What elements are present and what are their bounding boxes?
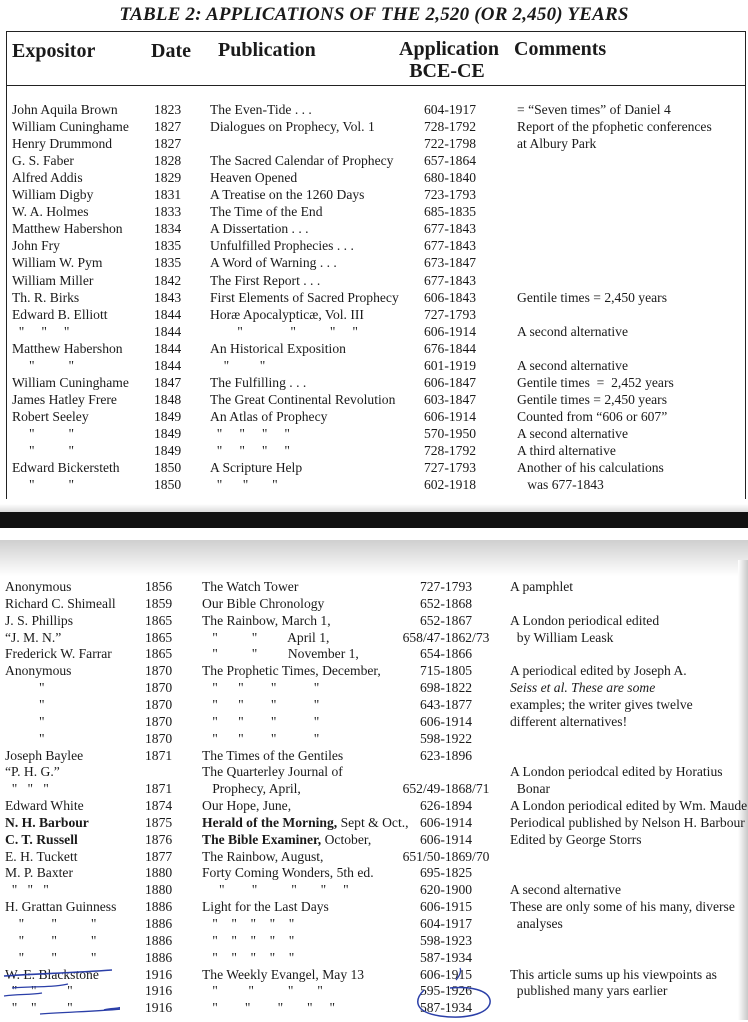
header-publication: Publication bbox=[218, 39, 316, 61]
publication-cell: The Sacred Calendar of Prophecy bbox=[210, 153, 394, 169]
date-cell: 1843 bbox=[154, 289, 182, 305]
application-cell: 728-1792 bbox=[423, 119, 477, 135]
expositor-cell: Edward White bbox=[5, 798, 84, 814]
date-cell: 1831 bbox=[154, 187, 182, 203]
publication-cell: A Word of Warning . . . bbox=[210, 255, 337, 271]
application-cell: 723-1793 bbox=[423, 187, 477, 203]
expositor-cell: Matthew Habershon bbox=[12, 221, 123, 237]
table-row bbox=[0, 425, 748, 442]
expositor-cell: W. E. Blackstone bbox=[5, 966, 99, 982]
publication-cell: " " " " " bbox=[202, 882, 349, 898]
table-row bbox=[0, 797, 748, 814]
publication-cell: An Atlas of Prophecy bbox=[210, 408, 328, 424]
publication-cell: First Elements of Sacred Prophecy bbox=[210, 289, 399, 305]
application-cell: 652/49-1868/71 bbox=[402, 781, 490, 797]
table-row bbox=[0, 881, 748, 898]
publication-cell: The Even-Tide . . . bbox=[210, 102, 312, 117]
expositor-cell: " " " bbox=[5, 983, 73, 999]
date-cell: 1827 bbox=[154, 136, 182, 152]
date-cell: 1886 bbox=[145, 932, 173, 948]
table-row bbox=[0, 679, 748, 696]
date-cell: 1829 bbox=[154, 170, 182, 186]
header-date: Date bbox=[151, 40, 191, 62]
publication-cell: " " " " " bbox=[202, 949, 295, 965]
table-title: TABLE 2: APPLICATIONS OF THE 2,520 (OR 2,450) YEARS bbox=[119, 4, 629, 25]
application-cell: 602-1918 bbox=[423, 477, 477, 493]
table-row bbox=[0, 932, 748, 949]
application-cell: 677-1843 bbox=[423, 238, 477, 254]
expositor-cell: " " bbox=[12, 443, 75, 458]
publication-cell: The Rainbow, March 1, bbox=[202, 612, 331, 628]
expositor-cell: G. S. Faber bbox=[12, 153, 74, 169]
table-row bbox=[0, 898, 748, 915]
date-cell: 1827 bbox=[154, 119, 182, 135]
publication-cell: Horæ Apocalypticæ, Vol. III bbox=[210, 306, 364, 322]
header-rule bbox=[6, 85, 746, 86]
publication-cell: Prophecy, April, bbox=[202, 781, 301, 797]
application-cell: 657-1864 bbox=[423, 153, 477, 169]
application-cell: 727-1793 bbox=[423, 460, 477, 476]
comments-cell: Gentile times = 2,450 years bbox=[517, 391, 667, 407]
header-comments: Comments bbox=[514, 38, 607, 60]
publication-cell: The Prophetic Times, December, bbox=[202, 663, 381, 679]
table-row bbox=[0, 629, 748, 646]
date-cell: 1828 bbox=[154, 153, 182, 169]
publication-cell: An Historical Exposition bbox=[210, 340, 346, 356]
table-row bbox=[0, 949, 748, 966]
page-divider-bar bbox=[0, 512, 748, 528]
publication-cell: A Dissertation . . . bbox=[210, 221, 309, 237]
table-row bbox=[0, 391, 748, 408]
publication-cell: A Scripture Help bbox=[210, 460, 303, 476]
publication-cell: " " bbox=[210, 357, 266, 373]
table-row bbox=[0, 747, 748, 764]
date-cell: 1850 bbox=[154, 477, 182, 493]
expositor-cell: Alfred Addis bbox=[12, 170, 83, 186]
table-row bbox=[0, 612, 748, 629]
date-cell: 1865 bbox=[145, 646, 173, 662]
date-cell: 1870 bbox=[145, 713, 173, 729]
date-cell: 1865 bbox=[145, 612, 173, 628]
application-cell: 606-1914 bbox=[419, 814, 473, 830]
table-row bbox=[0, 118, 748, 135]
publication-cell bbox=[202, 831, 371, 848]
publication-cell bbox=[202, 814, 409, 831]
publication-cell: Unfulfilled Prophecies . . . bbox=[210, 238, 354, 254]
comments-cell: A pamphlet bbox=[510, 579, 574, 594]
expositor-cell: " " " bbox=[5, 916, 97, 931]
date-cell: 1877 bbox=[145, 848, 173, 864]
publication-cell: " " " " " bbox=[202, 932, 295, 948]
application-cell: 598-1922 bbox=[419, 730, 473, 746]
date-cell: 1870 bbox=[145, 680, 173, 696]
application-cell: 685-1835 bbox=[423, 204, 477, 220]
publication-cell: " " April 1, bbox=[202, 629, 330, 645]
table-row bbox=[0, 340, 748, 357]
date-cell: 1859 bbox=[145, 595, 173, 611]
date-cell: 1886 bbox=[145, 899, 173, 915]
application-cell: 680-1840 bbox=[423, 170, 477, 186]
application-cell: 695-1825 bbox=[419, 865, 473, 881]
expositor-cell: C. T. Russell bbox=[5, 831, 78, 847]
table-row bbox=[0, 645, 748, 662]
expositor-cell: " bbox=[5, 696, 45, 712]
comments-cell: different alternatives! bbox=[510, 713, 628, 729]
date-cell: 1880 bbox=[145, 882, 173, 898]
expositor-cell: " " " bbox=[5, 949, 97, 965]
table-row bbox=[0, 135, 748, 152]
application-cell: 606-1847 bbox=[423, 374, 477, 390]
application-cell: 652-1867 bbox=[419, 612, 473, 628]
comments-cell: A London periodcal edited by Horatius bbox=[510, 764, 723, 780]
header-application-line2: BCE-CE bbox=[409, 60, 485, 82]
expositor-cell: " bbox=[5, 680, 45, 696]
application-cell: 728-1792 bbox=[423, 443, 477, 458]
date-cell: 1833 bbox=[154, 204, 182, 220]
comments-cell: Counted from “606 or 607” bbox=[517, 408, 668, 424]
application-cell: 654-1866 bbox=[419, 646, 473, 662]
publication-cell: " " " " bbox=[202, 680, 320, 696]
expositor-cell: William W. Pym bbox=[12, 255, 103, 271]
date-cell: 1847 bbox=[154, 374, 182, 390]
application-cell: 677-1843 bbox=[423, 272, 477, 288]
date-cell: 1835 bbox=[154, 238, 182, 254]
date-cell: 1871 bbox=[145, 781, 173, 797]
application-cell: 606-1843 bbox=[423, 289, 477, 305]
application-cell: 658/47-1862/73 bbox=[402, 629, 490, 645]
comments-cell: at Albury Park bbox=[517, 136, 597, 152]
expositor-cell: M. P. Baxter bbox=[5, 865, 73, 881]
expositor-cell: James Hatley Frere bbox=[12, 391, 117, 407]
application-cell: 715-1805 bbox=[419, 663, 473, 679]
table-row bbox=[0, 966, 748, 983]
header-application bbox=[399, 38, 500, 82]
date-cell: 1844 bbox=[154, 306, 182, 322]
application-cell: 651/50-1869/70 bbox=[402, 848, 490, 864]
page-edge-shadow bbox=[0, 540, 748, 576]
application-cell: 623-1896 bbox=[419, 747, 473, 763]
date-cell: 1844 bbox=[154, 357, 182, 373]
date-cell: 1834 bbox=[154, 221, 182, 237]
expositor-cell: Edward B. Elliott bbox=[12, 306, 108, 322]
date-cell: 1849 bbox=[154, 443, 182, 458]
date-cell: 1871 bbox=[145, 747, 173, 763]
date-cell: 1916 bbox=[145, 1000, 173, 1016]
application-cell: 673-1847 bbox=[423, 255, 477, 271]
table-row bbox=[0, 408, 748, 425]
expositor-cell: William Cuninghame bbox=[12, 119, 129, 135]
date-cell: 1875 bbox=[145, 814, 173, 830]
date-cell: 1886 bbox=[145, 949, 173, 965]
publication-cell: Our Bible Chronology bbox=[202, 595, 325, 611]
expositor-cell: Richard C. Shimeall bbox=[5, 595, 116, 611]
expositor-cell: " " " bbox=[5, 781, 49, 797]
table-row bbox=[0, 763, 748, 780]
expositor-cell: " " bbox=[12, 357, 75, 373]
application-cell: 604-1917 bbox=[419, 916, 473, 931]
expositor-cell: " " bbox=[12, 477, 75, 493]
date-cell: 1870 bbox=[145, 730, 173, 746]
expositor-cell: N. H. Barbour bbox=[5, 814, 89, 830]
publication-cell: The Weekly Evangel, May 13 bbox=[202, 966, 365, 982]
comments-cell: A London periodical edited bbox=[510, 612, 660, 628]
date-cell: 1876 bbox=[145, 831, 173, 847]
comments-cell: = “Seven times” of Daniel 4 bbox=[517, 102, 671, 117]
application-cell: 570-1950 bbox=[423, 425, 477, 441]
expositor-cell: Edward Bickersteth bbox=[12, 460, 120, 476]
table-row bbox=[0, 442, 748, 459]
table-row bbox=[0, 374, 748, 391]
comments-cell: A London periodical edited by Wm. Maude bbox=[510, 798, 748, 814]
expositor-cell: Joseph Baylee bbox=[5, 747, 84, 763]
expositor-cell: Matthew Habershon bbox=[12, 340, 123, 356]
publication-cell: A Treatise on the 1260 Days bbox=[210, 187, 365, 203]
comments-cell: Report of the pfophetic conferences bbox=[517, 119, 712, 135]
publication-cell: The Rainbow, August, bbox=[202, 848, 324, 864]
application-cell: 595-1926 bbox=[419, 983, 473, 999]
comments-cell: This article sums up his viewpoints as bbox=[510, 966, 717, 982]
application-cell: 620-1900 bbox=[419, 882, 473, 898]
application-cell: 601-1919 bbox=[423, 357, 477, 373]
comments-cell: A second alternative bbox=[517, 357, 628, 373]
comments-cell: A second alternative bbox=[510, 882, 621, 898]
expositor-cell: W. A. Holmes bbox=[12, 204, 89, 220]
publication-cell: The Watch Tower bbox=[202, 579, 299, 594]
application-cell: 652-1868 bbox=[419, 595, 473, 611]
table-row bbox=[0, 237, 748, 254]
comments-cell: A third alternative bbox=[517, 443, 616, 458]
table-row bbox=[0, 459, 748, 476]
expositor-cell: Henry Drummond bbox=[12, 136, 113, 152]
comments-cell: A periodical edited by Joseph A. bbox=[510, 663, 687, 679]
date-cell: 1849 bbox=[154, 425, 182, 441]
table-row bbox=[0, 203, 748, 220]
table-row bbox=[0, 595, 748, 612]
publication-cell: Light for the Last Days bbox=[202, 899, 329, 915]
application-cell: 606-1914 bbox=[423, 323, 477, 339]
expositor-cell: John Aquila Brown bbox=[12, 102, 118, 117]
date-cell: 1886 bbox=[145, 916, 173, 931]
publication-cell: " " " " bbox=[202, 696, 320, 712]
expositor-cell: H. Grattan Guinness bbox=[5, 899, 117, 915]
table-row bbox=[0, 848, 748, 865]
publication-cell: Dialogues on Prophecy, Vol. 1 bbox=[210, 119, 375, 135]
date-cell: 1865 bbox=[145, 629, 173, 645]
table-row bbox=[0, 578, 748, 595]
comments-cell: Periodical published by Nelson H. Barbour bbox=[510, 814, 745, 830]
table-row bbox=[0, 186, 748, 203]
table-row bbox=[0, 323, 748, 340]
expositor-cell: " " " bbox=[5, 1000, 73, 1016]
table-row bbox=[0, 982, 748, 999]
expositor-cell: Th. R. Birks bbox=[12, 289, 80, 305]
publication-cell: " " " " bbox=[202, 730, 320, 746]
header-expositor: Expositor bbox=[12, 40, 96, 62]
publication-cell: " " " " " bbox=[202, 1000, 336, 1016]
comments-cell: A second alternative bbox=[517, 425, 628, 441]
comments-cell: Seiss et al. These are some bbox=[510, 680, 656, 696]
publication-cell: " " November 1, bbox=[202, 646, 359, 662]
date-cell: 1874 bbox=[145, 798, 173, 814]
application-cell: 598-1923 bbox=[419, 932, 473, 948]
table-row bbox=[0, 289, 748, 306]
expositor-cell: " " " bbox=[5, 882, 49, 898]
publication-cell: The Fulfilling . . . bbox=[210, 374, 307, 390]
expositor-cell: Anonymous bbox=[5, 579, 72, 594]
expositor-cell: “P. H. G.” bbox=[5, 764, 60, 780]
publication-cell: " " " " bbox=[210, 425, 290, 441]
publication-cell: " " " " bbox=[210, 443, 290, 458]
comments-cell: was 677-1843 bbox=[517, 477, 604, 493]
application-cell: 606-1914 bbox=[423, 408, 477, 424]
publication-cell: The First Report . . . bbox=[210, 272, 321, 288]
comments-cell: published many yars earlier bbox=[510, 983, 668, 999]
date-cell: 1844 bbox=[154, 340, 182, 356]
date-cell: 1916 bbox=[145, 966, 173, 982]
publication-cell: " " " " bbox=[202, 713, 320, 729]
application-cell: 604-1917 bbox=[423, 102, 477, 117]
publication-title: Herald of the Morning, bbox=[202, 814, 338, 830]
expositor-cell: Robert Seeley bbox=[12, 408, 89, 424]
application-cell: 676-1844 bbox=[423, 340, 477, 356]
table-row bbox=[0, 780, 748, 797]
date-cell: 1856 bbox=[145, 579, 173, 594]
expositor-cell: Frederick W. Farrar bbox=[5, 646, 112, 662]
application-cell: 727-1793 bbox=[423, 306, 477, 322]
expositor-cell: Anonymous bbox=[5, 663, 72, 679]
table-row bbox=[0, 999, 748, 1016]
publication-cell: Our Hope, June, bbox=[202, 798, 292, 814]
publication-date: October, bbox=[321, 831, 372, 847]
publication-date: Sept & Oct., bbox=[337, 814, 409, 830]
expositor-cell: " " bbox=[12, 425, 75, 441]
date-cell: 1823 bbox=[154, 102, 182, 117]
table-row bbox=[0, 306, 748, 323]
date-cell: 1848 bbox=[154, 391, 182, 407]
table-row bbox=[0, 831, 748, 848]
application-cell: 603-1847 bbox=[423, 391, 477, 407]
comments-cell: examples; the writer gives twelve bbox=[510, 696, 693, 712]
table-row bbox=[0, 152, 748, 169]
comments-cell: A second alternative bbox=[517, 323, 628, 339]
application-cell: 727-1793 bbox=[419, 579, 473, 594]
table-row bbox=[0, 696, 748, 713]
expositor-cell: “J. M. N.” bbox=[5, 629, 62, 645]
publication-cell: " " " bbox=[210, 477, 278, 493]
table-row bbox=[0, 220, 748, 237]
publication-cell: The Time of the End bbox=[210, 204, 323, 220]
table-row bbox=[0, 476, 748, 493]
publication-cell: " " " " " bbox=[202, 916, 295, 931]
application-cell: 677-1843 bbox=[423, 221, 477, 237]
expositor-cell: " bbox=[5, 713, 45, 729]
publication-cell: " " " " bbox=[202, 983, 323, 999]
expositor-cell: John Fry bbox=[12, 238, 60, 254]
table-row bbox=[0, 357, 748, 374]
table-row bbox=[0, 730, 748, 747]
header-application-line1: Application bbox=[399, 38, 500, 60]
table-row bbox=[0, 662, 748, 679]
date-cell: 1844 bbox=[154, 323, 182, 339]
expositor-cell: E. H. Tuckett bbox=[5, 848, 78, 864]
page-fold-shadow bbox=[0, 504, 748, 512]
application-cell: 698-1822 bbox=[419, 680, 473, 696]
application-cell: 606-1914 bbox=[419, 831, 473, 847]
comments-cell: Gentile times = 2,452 years bbox=[517, 374, 674, 390]
publication-cell: Heaven Opened bbox=[210, 170, 298, 186]
date-cell: 1850 bbox=[154, 460, 182, 476]
publication-cell: The Quarterley Journal of bbox=[202, 764, 343, 780]
date-cell: 1842 bbox=[154, 272, 182, 288]
date-cell: 1849 bbox=[154, 408, 182, 424]
expositor-cell: " " " bbox=[5, 932, 97, 948]
expositor-cell: J. S. Phillips bbox=[5, 612, 73, 628]
application-cell: 606-1914 bbox=[419, 713, 473, 729]
date-cell: 1835 bbox=[154, 255, 182, 271]
publication-cell: " " " " bbox=[210, 323, 358, 339]
comments-cell: analyses bbox=[510, 916, 563, 931]
expositor-cell: William Cuninghame bbox=[12, 374, 129, 390]
date-cell: 1870 bbox=[145, 663, 173, 679]
comments-cell: These are only some of his many, diverse bbox=[510, 899, 735, 915]
publication-cell: The Times of the Gentiles bbox=[202, 747, 344, 763]
comments-cell: Bonar bbox=[510, 781, 551, 797]
date-cell: 1916 bbox=[145, 983, 173, 999]
application-cell: 626-1894 bbox=[419, 798, 473, 814]
expositor-cell: " " " bbox=[12, 323, 70, 339]
table-row bbox=[0, 915, 748, 932]
comments-cell: by William Leask bbox=[510, 629, 614, 645]
expositor-cell: " bbox=[5, 730, 45, 746]
application-cell: 643-1877 bbox=[419, 696, 473, 712]
comments-cell: Another of his calculations bbox=[517, 460, 664, 476]
table-row bbox=[0, 101, 748, 118]
comments-cell: Edited by George Storrs bbox=[510, 831, 642, 847]
application-cell: 587-1934 bbox=[419, 949, 473, 965]
application-cell: 606-1915 bbox=[419, 899, 473, 915]
publication-cell: Forty Coming Wonders, 5th ed. bbox=[202, 865, 374, 881]
application-cell: 587-1934 bbox=[419, 1000, 473, 1016]
comments-cell: Gentile times = 2,450 years bbox=[517, 289, 667, 305]
expositor-cell: William Miller bbox=[12, 272, 94, 288]
table-row bbox=[0, 254, 748, 271]
publication-title: The Bible Examiner, bbox=[202, 831, 322, 847]
table-row bbox=[0, 169, 748, 186]
expositor-cell: William Digby bbox=[12, 187, 94, 203]
table-row bbox=[0, 272, 748, 289]
date-cell: 1880 bbox=[145, 865, 173, 881]
application-cell: 606-1915 bbox=[419, 966, 473, 982]
date-cell: 1870 bbox=[145, 696, 173, 712]
publication-cell: The Great Continental Revolution bbox=[210, 391, 396, 407]
table-row bbox=[0, 713, 748, 730]
table-row bbox=[0, 814, 748, 831]
table-row bbox=[0, 864, 748, 881]
application-cell: 722-1798 bbox=[423, 136, 477, 152]
